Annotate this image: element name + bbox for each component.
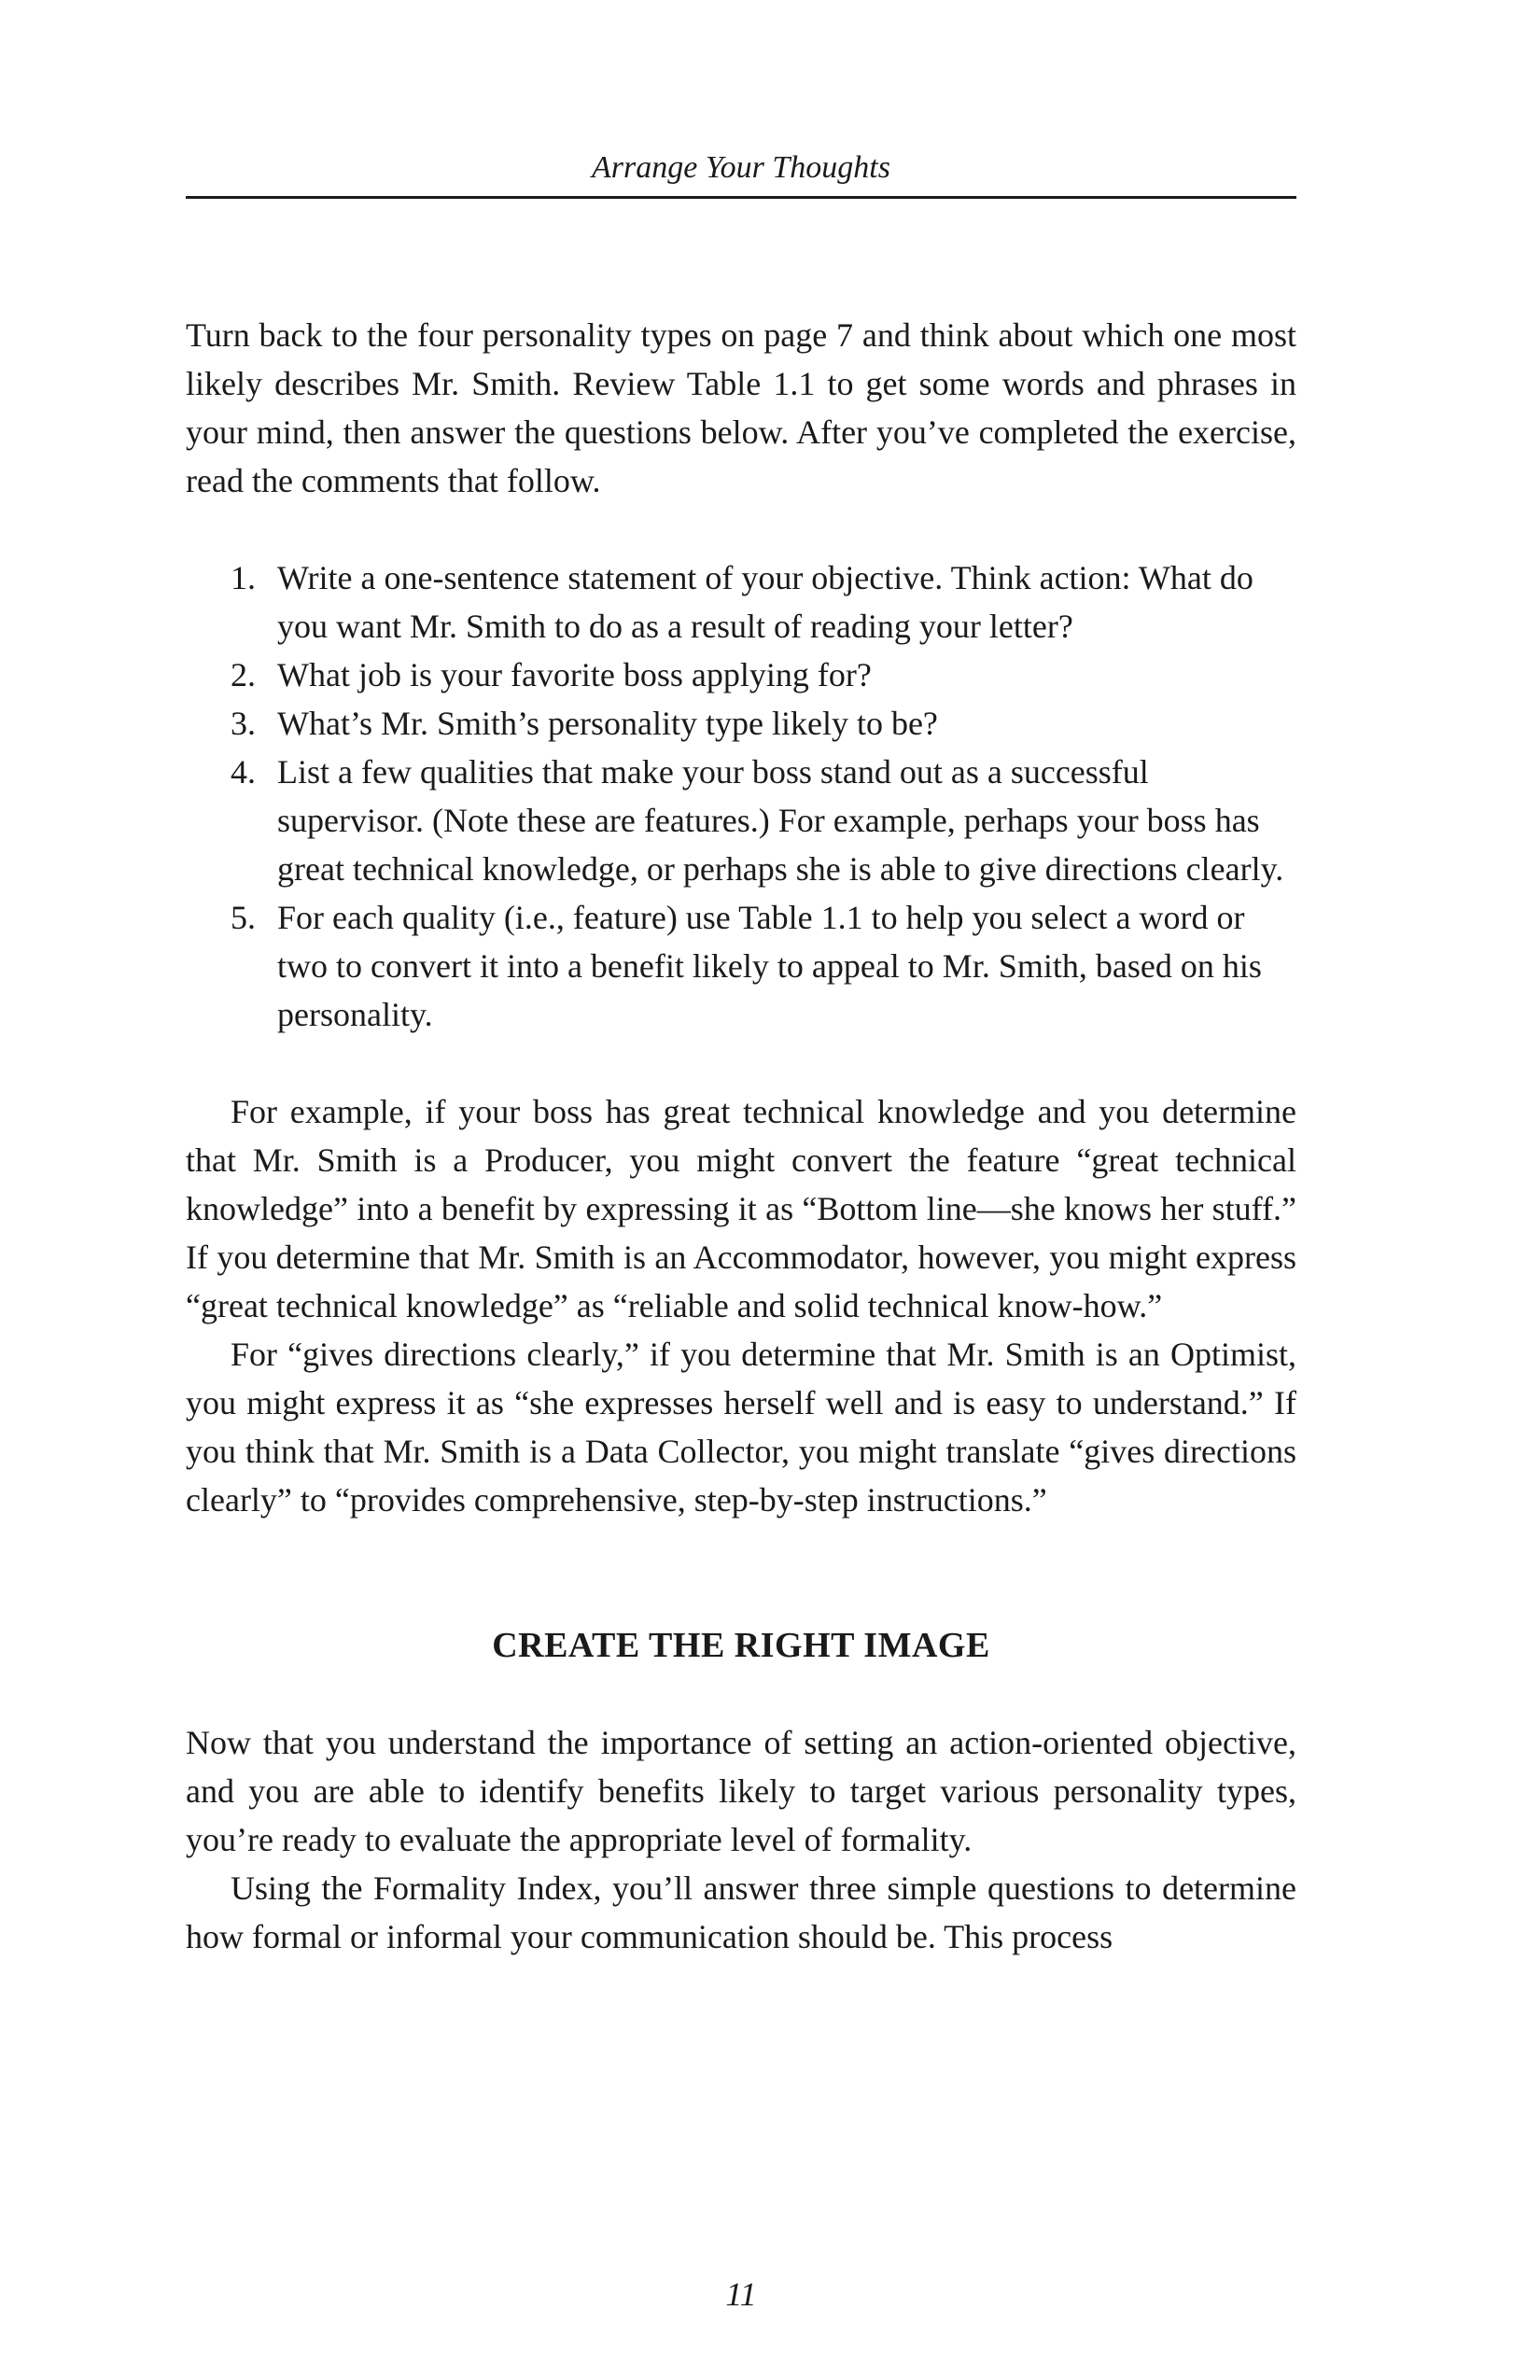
list-item [231,748,1296,893]
exercise-list [186,553,1296,1039]
section-paragraph: Using the Formality Index, you’ll answer three simple questions to determine how formal or informal your communication should be. This process [186,1869,1296,1955]
intro-paragraph: Turn back to the four personality types on page 7 and think about which one most likely describes Mr. Smith. Review Table 1.1 to get some words and phrases in your mind, then answer the questions below. After you’ve completed the exercise, read the comments that follow. [186,316,1296,499]
page-number: 11 [725,2275,757,2313]
page-body [186,311,1296,1961]
list-item-number: 2. [231,656,256,693]
list-item-text: What’s Mr. Smith’s personality type likely to be? [277,705,938,742]
list-item [231,553,1296,651]
list-item-text: What job is your favorite boss applying for? [277,656,872,693]
list-item [231,699,1296,748]
list-item-number: 1. [231,559,256,596]
discussion-paragraph: For “gives directions clearly,” if you determine that Mr. Smith is an Optimist, you might express it as “she expresses herself well and is easy to understand.” If you think that Mr. Smith is a Data Collector, you might translate “gives directions clearly” to “provides comprehensive, step-by-step instructions.” [186,1336,1296,1519]
list-item [231,651,1296,699]
discussion-paragraph: For example, if your boss has great technical knowledge and you determine that Mr. Smith is a Producer, you might convert the feature “great technical knowledge” into a benefit by expressing it as “Bottom line—she knows her stuff.” If you determine that Mr. Smith is an Accommodator, however, you might express “great technical knowledge” as “reliable and solid technical know-how.” [186,1093,1296,1324]
list-item-text: For each quality (i.e., feature) use Table 1.1 to help you select a word or two to convert it into a benefit likely to appeal to Mr. Smith, based on his personality. [277,899,1262,1033]
section-heading: CREATE THE RIGHT IMAGE [492,1626,990,1665]
section-paragraph: Now that you understand the importance of setting an action-oriented objective, and you are able to identify benefits likely to target various personality types, you’re ready to evaluate the appropriate level of formality. [186,1724,1296,1858]
list-item-text: List a few qualities that make your boss stand out as a successful supervisor. (Note these are features.) For example, perhaps your boss has great technical knowledge, or perhaps she is able to give directions clearly. [277,753,1284,888]
list-item [231,893,1296,1039]
header-rule [186,196,1296,199]
list-item-text: Write a one-sentence statement of your objective. Think action: What do you want Mr. Smith to do as a result of reading your letter? [277,559,1253,645]
list-item-number: 4. [231,753,256,791]
list-item-number: 5. [231,899,256,936]
list-item-number: 3. [231,705,256,742]
running-header: Arrange Your Thoughts [592,150,890,185]
